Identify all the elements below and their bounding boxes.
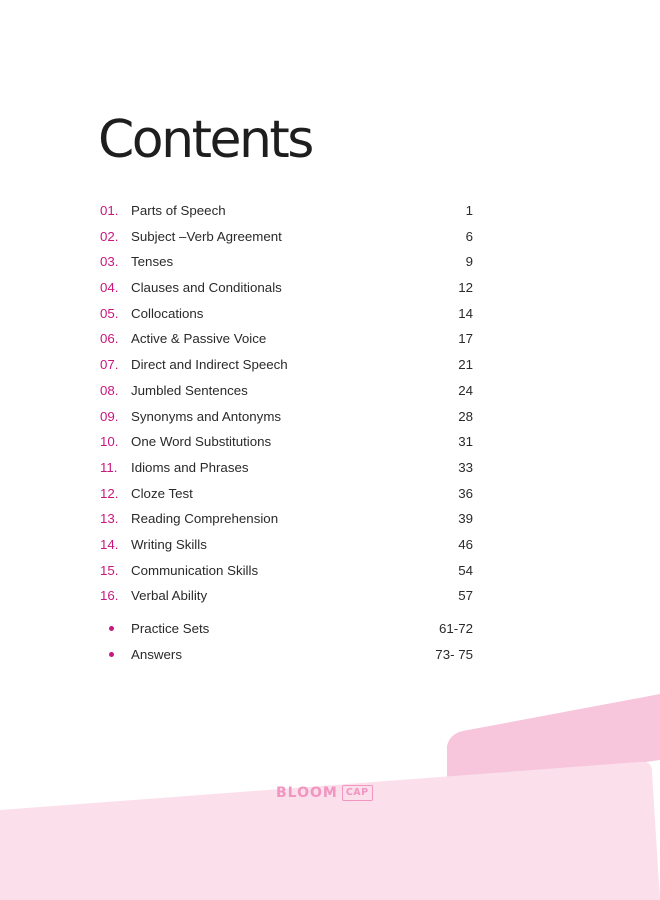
chapter-title: Collocations bbox=[131, 305, 204, 321]
toc-row bbox=[100, 532, 475, 558]
chapter-number: 10. bbox=[100, 434, 119, 450]
chapter-number: 04. bbox=[100, 280, 119, 296]
logo-badge: CAP bbox=[342, 785, 373, 801]
toc-row bbox=[100, 249, 475, 275]
page-number: 46 bbox=[458, 536, 473, 552]
chapter-title: Cloze Test bbox=[131, 485, 193, 501]
chapter-title: Synonyms and Antonyms bbox=[131, 408, 282, 424]
page-number: 17 bbox=[458, 331, 473, 347]
chapter-title: Parts of Speech bbox=[131, 203, 226, 218]
toc-row bbox=[100, 558, 475, 584]
toc-row bbox=[100, 378, 475, 404]
chapter-number: 11. bbox=[100, 459, 118, 475]
chapter-number: 02. bbox=[100, 228, 119, 244]
chapter-title: Communication Skills bbox=[131, 562, 259, 578]
toc-row bbox=[100, 455, 475, 481]
table-of-contents bbox=[100, 198, 475, 667]
page-range: 73- 75 bbox=[435, 646, 473, 662]
chapter-number: 06. bbox=[100, 331, 119, 347]
chapter-title: Tenses bbox=[131, 254, 174, 270]
chapter-title: Idioms and Phrases bbox=[131, 459, 249, 475]
toc-row bbox=[100, 301, 475, 327]
chapter-number: 07. bbox=[100, 357, 119, 373]
chapter-title: Active & Passive Voice bbox=[131, 331, 267, 347]
chapter-number: 13. bbox=[100, 511, 119, 527]
page-number: 28 bbox=[458, 408, 473, 424]
toc-row bbox=[100, 506, 475, 532]
chapter-number: 16. bbox=[100, 588, 119, 604]
chapter-title: Reading Comprehension bbox=[131, 511, 279, 527]
page-range: 61-72 bbox=[438, 621, 473, 636]
page-number: 31 bbox=[458, 434, 473, 450]
chapter-title: One Word Substitutions bbox=[131, 434, 272, 450]
chapter-title: Jumbled Sentences bbox=[131, 382, 248, 398]
page-number: 21 bbox=[458, 357, 473, 373]
page-number: 57 bbox=[458, 588, 473, 604]
lower-band bbox=[0, 762, 660, 900]
chapter-number: 03. bbox=[100, 254, 119, 270]
toc-row bbox=[100, 583, 475, 609]
section-title: Answers bbox=[131, 646, 182, 662]
page-number: 1 bbox=[465, 203, 473, 218]
chapter-title: Clauses and Conditionals bbox=[131, 280, 282, 296]
toc-row bbox=[100, 275, 475, 301]
toc-row bbox=[100, 481, 475, 507]
chapter-number: 15. bbox=[100, 562, 119, 578]
section-title: Practice Sets bbox=[131, 621, 210, 636]
page-number: 12 bbox=[458, 280, 473, 296]
page-number: 14 bbox=[458, 305, 473, 321]
page-number: 24 bbox=[458, 382, 473, 398]
chapter-number: 09. bbox=[100, 408, 119, 424]
chapter-title: Writing Skills bbox=[131, 536, 207, 552]
section-spacer bbox=[100, 609, 475, 616]
toc-row-extra bbox=[100, 616, 475, 642]
toc-row bbox=[100, 404, 475, 430]
page-number: 39 bbox=[458, 511, 473, 527]
toc-row bbox=[100, 198, 475, 224]
logo-wordmark: BLOOM bbox=[276, 785, 338, 801]
chapter-number: 05. bbox=[100, 305, 119, 321]
toc-row bbox=[100, 429, 475, 455]
toc-row-extra bbox=[100, 642, 475, 668]
page-number: 54 bbox=[458, 562, 473, 578]
chapter-number: 01. bbox=[100, 203, 119, 218]
toc-row bbox=[100, 224, 475, 250]
page-number: 6 bbox=[465, 228, 473, 244]
chapter-title: Verbal Ability bbox=[131, 588, 208, 604]
toc-row bbox=[100, 352, 475, 378]
page-title: Contents bbox=[98, 110, 312, 170]
bullet-icon bbox=[109, 652, 114, 657]
chapter-number: 14. bbox=[100, 536, 119, 552]
page-number: 36 bbox=[458, 485, 473, 501]
chapter-title: Direct and Indirect Speech bbox=[131, 357, 288, 373]
chapter-number: 12. bbox=[100, 485, 119, 501]
page-number: 9 bbox=[465, 254, 473, 270]
chapter-number: 08. bbox=[100, 382, 119, 398]
bullet-icon bbox=[109, 626, 114, 631]
page-number: 33 bbox=[458, 459, 473, 475]
bloomcap-logo bbox=[276, 784, 373, 802]
toc-row bbox=[100, 326, 475, 352]
chapter-title: Subject –Verb Agreement bbox=[131, 228, 282, 244]
